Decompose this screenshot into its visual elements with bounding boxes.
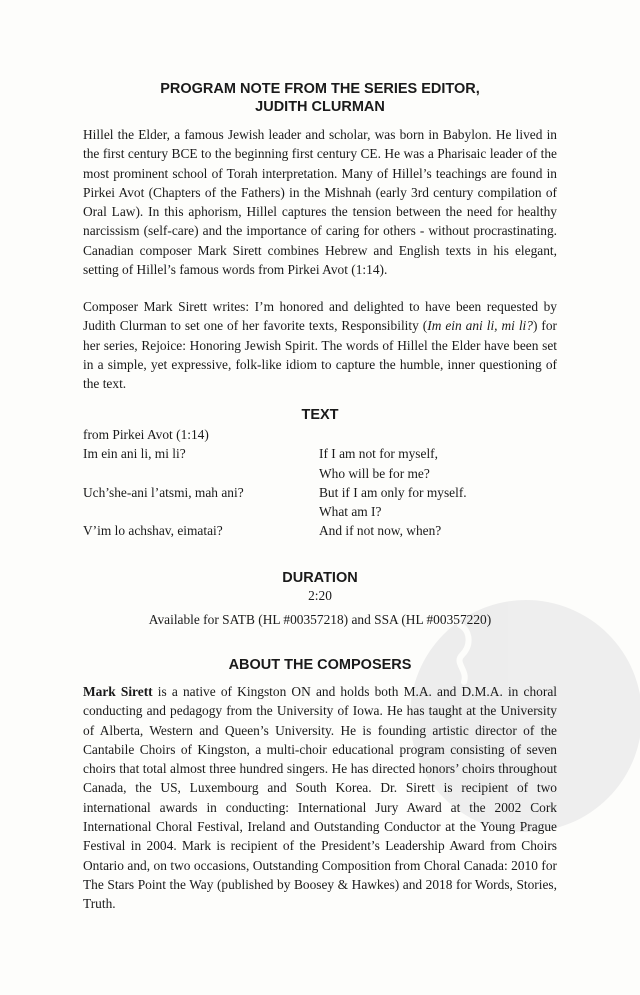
composers-heading: ABOUT THE COMPOSERS: [228, 657, 412, 673]
text-heading: TEXT: [301, 407, 339, 423]
composer-bio: [83, 682, 557, 914]
para2-start: Composer Mark Sirett writes: I’m honored and delighted to have been requested by Judith Clurman to set one of her favorite texts, Responsibility (: [83, 299, 557, 334]
hebrew-line: Im ein ani li, mi li?: [83, 446, 186, 462]
duration-heading: DURATION: [282, 570, 358, 586]
composer-bio-text: is a native of Kingston ON and holds both M.A. and D.M.A. in choral conducting and pedagogy from the University of Iowa. He has taught at the University of Alberta, Western and Queen’s University. He is founding artistic director of the Cantabile Choirs of Kingston, a multi-choir educational program consisting of seven choirs that total almost three hundred singers. He has directed honors’ choirs throughout Canada, the US, Luxembourg and South Korea. Dr. Sirett is recipient of two international awards in conducting: International Jury Award at the 2002 Cork International Choral Festival, Ireland and Outstanding Conductor at the Young Prague Festival in 2004. Mark is recipient of the President’s Leadership Award from Choirs Ontario and, on two occasions, Outstanding Composition from Choral Canada: 2010 for The Stars Point the Way (published by Boosey & Hawkes) and 2018 for Words, Stories, Truth.: [83, 684, 557, 912]
availability-note: Available for SATB (HL #00357218) and SSA (HL #00357220): [148, 612, 492, 627]
text-row: [83, 444, 557, 463]
composer-name: Mark Sirett: [83, 684, 153, 699]
text-row: [83, 483, 557, 502]
english-line: But if I am only for myself.: [319, 484, 467, 500]
text-source: from Pirkei Avot (1:14): [83, 427, 209, 442]
hebrew-line: [83, 502, 319, 521]
text-block: [83, 425, 557, 541]
hebrew-line: [83, 464, 319, 483]
english-line: Who will be for me?: [319, 465, 430, 481]
duration-value: 2:20: [308, 588, 332, 603]
english-line: What am I?: [319, 504, 382, 520]
para2-italic-title: Im ein ani li, mi li?: [427, 318, 533, 334]
para2-end: ) for her series, Rejoice: Honoring Jewish Spirit. The words of Hillel the Elder have been set in a simple, yet expressive, folk-like idiom to capture the humble, inner questioning of the text.: [83, 318, 558, 392]
program-note-heading: [83, 80, 557, 116]
program-note-paragraph-2: [83, 297, 557, 393]
english-line: If I am not for myself,: [319, 446, 438, 462]
text-row: [83, 521, 557, 540]
program-note-paragraph-1: Hillel the Elder, a famous Jewish leader and scholar, was born in Babylon. He lived in the first century BCE to the beginning first century CE. He was a Pharisaic leader of the most prominent school of Torah interpretation. Many of Hillel’s teachings are found in Pirkei Avot (Chapters of the Fathers) in the Mishnah (early 3rd century compilation of Oral Law). In this aphorism, Hillel captures the tension between the need for healthy narcissism (self-care) and the importance of caring for others - without procrastinating. Canadian composer Mark Sirett combines Hebrew and English texts in his elegant, setting of Hillel’s famous words from Pirkei Avot (1:14).: [83, 127, 557, 278]
title-line-1: PROGRAM NOTE FROM THE SERIES EDITOR,: [160, 81, 480, 97]
english-line: And if not now, when?: [319, 523, 442, 539]
text-row: [83, 502, 557, 521]
hebrew-line: Uch’she-ani l’atsmi, mah ani?: [83, 484, 244, 500]
title-line-2: JUDITH CLURMAN: [255, 99, 385, 115]
text-row: [83, 464, 557, 483]
hebrew-line: V’im lo achshav, eimatai?: [83, 523, 223, 539]
